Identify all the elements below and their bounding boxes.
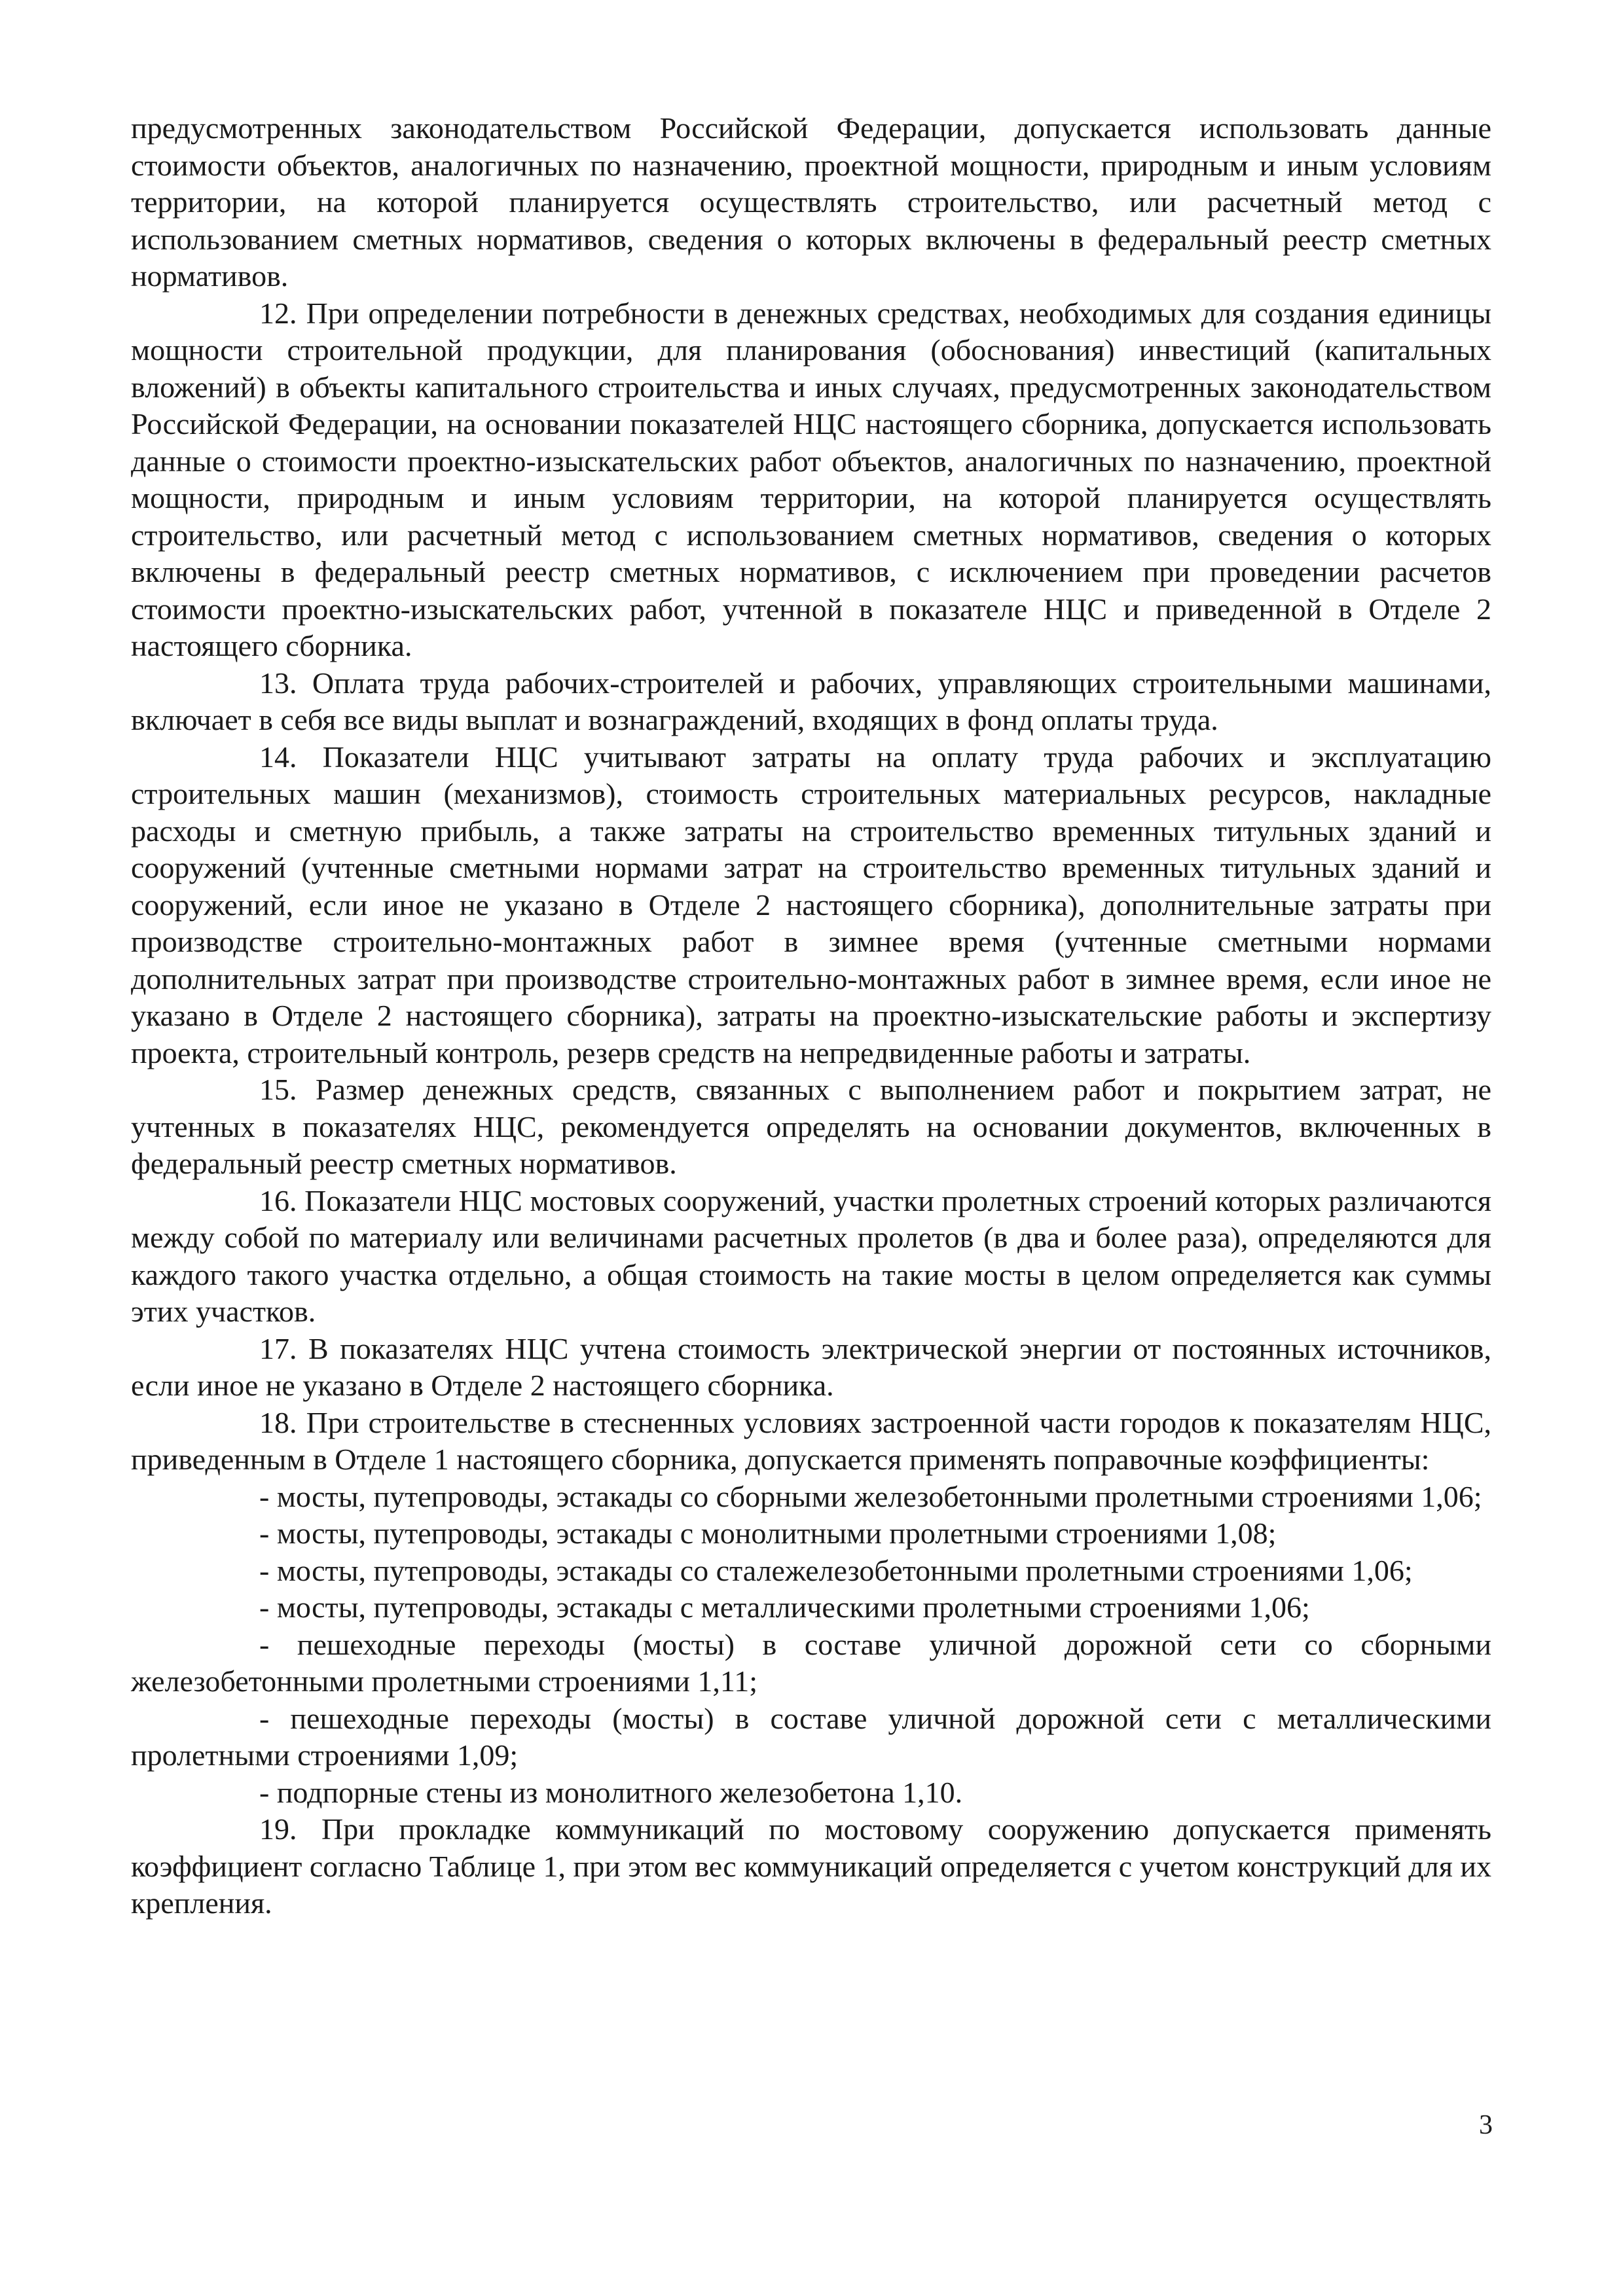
page-number: 3 [1479,2110,1493,2140]
paragraph-item-14: 14. Показатели НЦС учитывают затраты на оплату труда рабочих и эксплуатацию строительных машин (механизмов), стоимость строительных материальных ресурсов, накладные расходы и сметную прибыль, а также затраты на строительство временных титульных зданий и сооружений (учтенные сметными нормами затрат на строительство временных титульных зданий и сооружений, если иное не указано в Отделе 2 настоящего сборника), дополнительные затраты при производстве строительно-монтажных работ в зимнее время (учтенные сметными нормами дополнительных затрат при производстве строительно-монтажных работ в зимнее время, если иное не указано в Отделе 2 настоящего сборника), затраты на проектно-изыскательские работы и экспертизу проекта, строительный контроль, резерв средств на непредвиденные работы и затраты. [131,740,1491,1069]
coefficient-list-item: - подпорные стены из монолитного железобетона 1,10. [259,1775,963,1809]
paragraph-item-15: 15. Размер денежных средств, связанных с выполнением работ и покрытием затрат, не учтенных в показателях НЦС, рекомендуется определять на основании документов, включенных в федеральный реестр сметных нормативов. [131,1073,1491,1180]
paragraph-continuation: предусмотренных законодательством Российской Федерации, допускается использовать данные стоимости объектов, аналогичных по назначению, проектной мощности, природным и иным условиям территории, на которой планируется осуществлять строительство, или расчетный метод с использованием сметных нормативов, сведения о которых включены в федеральный реестр сметных нормативов. [131,111,1491,293]
paragraph-item-19: 19. При прокладке коммуникаций по мостовому сооружению допускается применять коэффициент согласно Таблице 1, при этом вес коммуникаций определяется с учетом конструкций для их крепления. [131,1812,1491,1920]
coefficient-list-item: - мосты, путепроводы, эстакады с монолитными пролетными строениями 1,08; [259,1516,1277,1550]
coefficient-list-item: - пешеходные переходы (мосты) в составе уличной дорожной сети с металлическими пролетными строениями 1,09; [131,1701,1491,1772]
document-body [131,110,1491,1922]
paragraph-item-17: 17. В показателях НЦС учтена стоимость электрической энергии от постоянных источников, если иное не указано в Отделе 2 настоящего сборника. [131,1331,1491,1402]
coefficient-list-item: - мосты, путепроводы, эстакады со сталежелезобетонными пролетными строениями 1,06; [259,1553,1413,1587]
coefficient-list-item: - мосты, путепроводы, эстакады с металлическими пролетными строениями 1,06; [259,1590,1310,1624]
coefficient-list-item: - мосты, путепроводы, эстакады со сборными железобетонными пролетными строениями 1,06; [259,1479,1482,1513]
paragraph-item-12: 12. При определении потребности в денежных средствах, необходимых для создания единицы мощности строительной продукции, для планирования (обоснования) инвестиций (капитальных вложений) в объекты капитального строительства и иных случаях, предусмотренных законодательством Российской Федерации, на основании показателей НЦС настоящего сборника, допускается использовать данные о стоимости проектно-изыскательских работ объектов, аналогичных по назначению, проектной мощности, природным и иным условиям территории, на которой планируется осуществлять строительство, или расчетный метод с использованием сметных нормативов, сведения о которых включены в федеральный реестр сметных нормативов, с исключением при проведении расчетов стоимости проектно-изыскательских работ, учтенной в показателе НЦС и приведенной в Отделе 2 настоящего сборника. [131,296,1491,662]
coefficient-list-item: - пешеходные переходы (мосты) в составе уличной дорожной сети со сборными железобетонными пролетными строениями 1,11; [131,1627,1491,1698]
paragraph-item-16: 16. Показатели НЦС мостовых сооружений, участки пролетных строений которых различаются между собой по материалу или величинами расчетных пролетов (в два и более раза), определяются для каждого такого участка отдельно, а общая стоимость на такие мосты в целом определяется как суммы этих участков. [131,1183,1491,1328]
paragraph-item-18: 18. При строительстве в стесненных условиях застроенной части городов к показателям НЦС, приведенным в Отделе 1 настоящего сборника, допускается применять поправочные коэффициенты: [131,1405,1491,1476]
paragraph-item-13: 13. Оплата труда рабочих-строителей и рабочих, управляющих строительными машинами, включает в себя все виды выплат и вознаграждений, входящих в фонд оплаты труда. [131,666,1491,736]
